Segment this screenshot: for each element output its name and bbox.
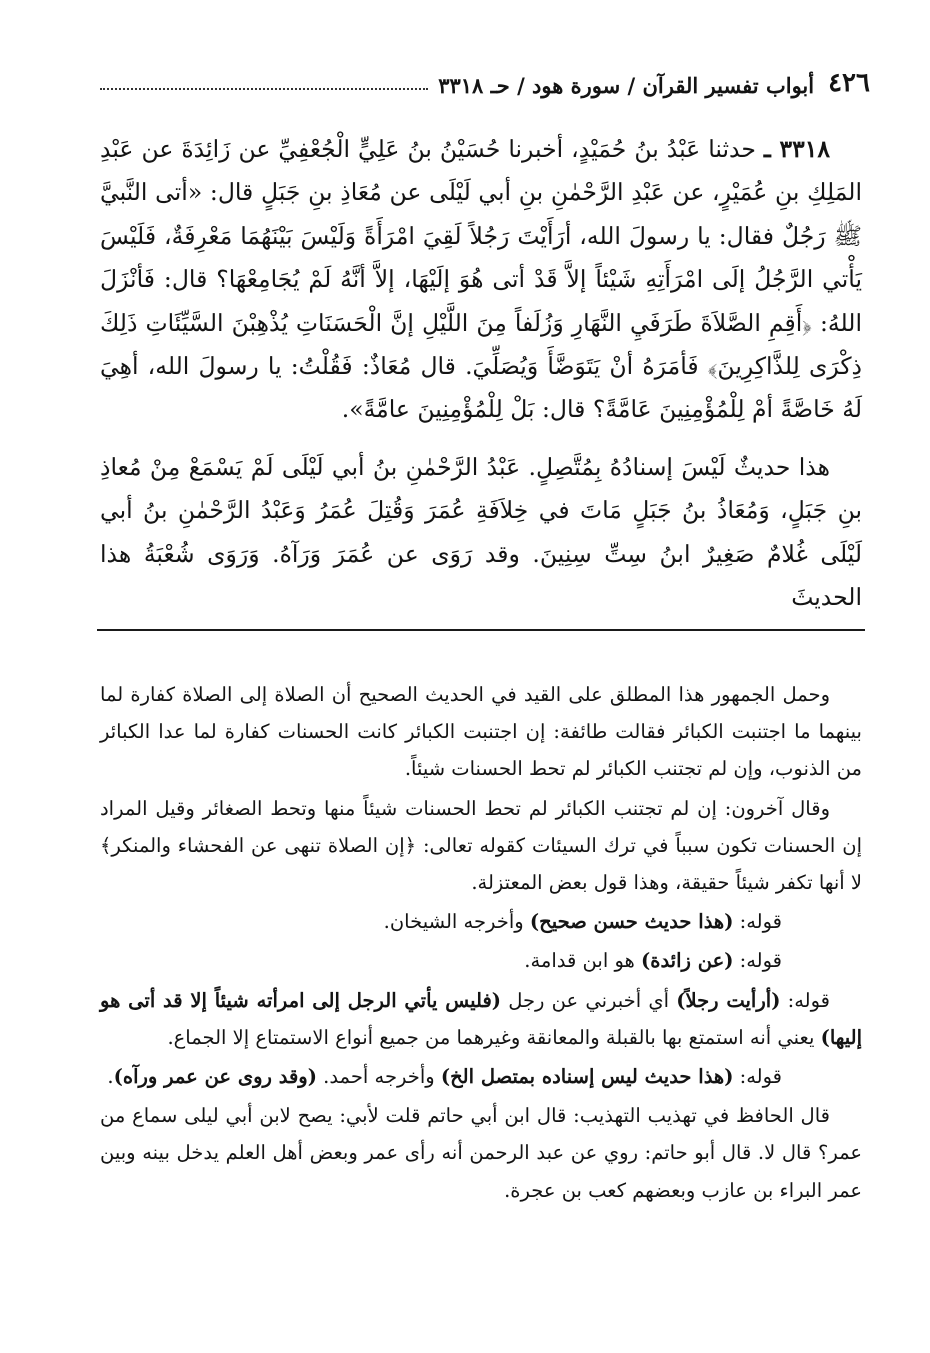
running-title: أبواب تفسير القرآن / سورة هود / حـ ٣٣١٨ bbox=[438, 73, 815, 98]
qawl-explanation: أي أخبرني عن رجل bbox=[501, 988, 677, 1012]
qawl-prefix: قوله: bbox=[780, 988, 830, 1012]
commentary-qawl bbox=[100, 903, 862, 940]
commentary-paragraph: وحمل الجمهور هذا المطلق على القيد في الحديث الصحيح أن الصلاة إلى الصلاة كفارة لما بينهما ما اجتنبت الكبائر فقالت طائفة: إن اجتنبت الكبائر كانت الحسنات كفارة لما عدا الكبائر من الذنوب، وإن لم تجتنب الكبائر لم تحط الحسنات شيئاً. bbox=[100, 683, 862, 781]
hadith-paragraph bbox=[100, 128, 862, 432]
qawl-explanation: هو ابن قدامة. bbox=[524, 949, 641, 973]
qawl-prefix: قوله: bbox=[733, 910, 782, 934]
qawl-quote: (هذا حديث حسن صحيح) bbox=[529, 910, 734, 934]
hadith-number: ٣٣١٨ ـ bbox=[763, 135, 830, 163]
qawl-quote: (هذا حديث ليس إسناده بمتصل الخ) bbox=[440, 1065, 734, 1089]
qawl-prefix: قوله: bbox=[733, 949, 782, 973]
hadith-body: حدثنا عَبْدُ بنُ حُمَيْدٍ، أخبرنا حُسَيْنُ بنُ عَلِيٍّ الْجُعْفِيِّ عن زَائِدَةَ عن عَبْدِ المَلِكِ بنِ عُمَيْرٍ، عن عَبْدِ الرَّحْمٰنِ بنِ أبي لَيْلَى عن مُعَاذِ بنِ جَبَلٍ قال: «أتى النَّبيَّ ﷺ رَجُلٌ فقال: يا رسولَ الله، أرَأَيْتَ رَجُلاً لَقِيَ امْرَأَةً وَلَيْسَ بَيْنَهُمَا مَعْرِفَةٌ، فَلَيْسَ يَأْتي الرَّجُلُ إلَى امْرَأَتِهِ شَيْئاً إلاَّ قَدْ أتى هُوَ إلَيْهَا، إلاَّ أنَّهُ لَمْ يُجَامِعْهَا؟ قال: فَأنْزَلَ اللهُ: ﴿أَقِمِ الصَّلاَةَ طَرَفَيِ النَّهَارِ وَزُلَفاً مِنَ اللَّيْلِ إنَّ الْحَسَنَاتِ يُذْهِبْنَ السَّيِّئَاتِ ذَلِكَ ذِكْرَى لِلذَّاكِرِينَ﴾ فَأمَرَهُ أنْ يَتَوَضَّأَ وَيُصَلِّيَ. قال مُعَاذٌ: فَقُلْتُ: يا رسولَ الله، أهِيَ لَهُ خَاصَّةً أمْ لِلْمُؤْمِنِينَ عَامَّةً؟ قال: بَلْ لِلْمُؤْمِنِينَ عامَّةً». bbox=[100, 135, 862, 424]
qawl-quote: (أرأيت رجلاً) bbox=[676, 988, 781, 1012]
qawl-quote: (وقد روى عن عمر ورآه) bbox=[113, 1065, 317, 1089]
commentary-qawl bbox=[100, 982, 862, 1056]
hadith-grading-paragraph: هذا حديثٌ لَيْسَ إسنادُهُ بِمُتَّصِلٍ. عَبْدُ الرَّحْمٰنِ بنُ أبي لَيْلَى لَمْ يَسْمَعْ مِنْ مُعاذِ بنِ جَبَلٍ، وَمُعَاذُ بنُ جَبَلٍ مَاتَ في خِلاَفَةِ عُمَرَ وَقُتِلَ عُمَرُ وَعَبْدُ الرَّحْمٰنِ بنُ أبي لَيْلَى غُلامٌ صَغِيرٌ ابنُ سِتِّ سِنِينَ. وقد رَوَى عن عُمَرَ وَرَآهُ. وَرَوَى شُعْبَةُ هذا الحديثَ bbox=[100, 452, 862, 612]
commentary-text bbox=[100, 676, 862, 1211]
page-header bbox=[100, 62, 870, 98]
page-number: ٤٢٦ bbox=[828, 68, 870, 98]
qawl-explanation: . bbox=[107, 1065, 114, 1089]
hadith-text bbox=[100, 128, 862, 633]
qawl-quote: (عن زائدة) bbox=[641, 949, 734, 973]
commentary-qawl bbox=[100, 942, 862, 979]
qawl-prefix: قوله: bbox=[733, 1065, 782, 1089]
qawl-quote: (فليس يأتي الرجل إلى امرأته شيئاً إلا قد أتى هو إليها) bbox=[100, 988, 862, 1049]
commentary-paragraph: قال الحافظ في تهذيب التهذيب: قال ابن أبي حاتم قلت لأبي: يصح لابن أبي ليلى سماع من عمر؟ قال لا. قال أبو حاتم: روي عن عبد الرحمن أنه رأى عمر وبعض أهل العلم يدخل بينه وبين عمر البراء بن عازب وبعضهم كعب بن عجرة. bbox=[100, 1104, 862, 1202]
commentary-paragraph: وقال آخرون: إن لم تجتنب الكبائر لم تحط الحسنات شيئاً منها وتحط الصغائر وقيل المراد إن الحسنات تكون سبباً في ترك السيئات كقوله تعالى: ﴿إن الصلاة تنهى عن الفحشاء والمنكر﴾ لا أنها تكفر شيئاً حقيقة، وهذا قول بعض المعتزلة. bbox=[100, 796, 862, 895]
qawl-explanation: وأخرجه الشيخان. bbox=[383, 910, 530, 934]
commentary-qawl bbox=[100, 1058, 862, 1095]
qawl-explanation: وأخرجه أحمد. bbox=[316, 1065, 441, 1089]
header-dotted-leader bbox=[100, 87, 428, 90]
qawl-explanation: يعني أنه استمتع بها بالقبلة والمعانقة وغيرهما من جميع أنواع الاستمتاع إلا الجماع. bbox=[167, 1025, 821, 1049]
footnote-divider bbox=[97, 629, 865, 631]
